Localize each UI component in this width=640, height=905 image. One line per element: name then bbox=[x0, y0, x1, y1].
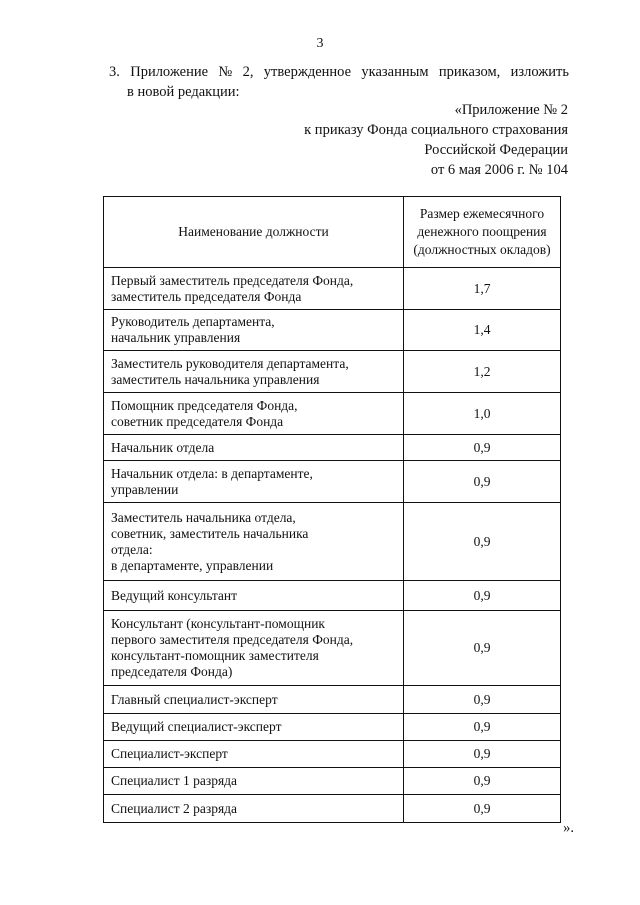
position-name-line: заместитель начальника управления bbox=[111, 371, 320, 387]
position-name-cell bbox=[104, 581, 404, 611]
position-name-line: Консультант (консультант-помощник bbox=[111, 616, 325, 631]
bonus-value-cell: 1,4 bbox=[404, 310, 561, 351]
item-word: 3. bbox=[109, 64, 120, 80]
table-row bbox=[104, 310, 561, 351]
position-name-line: начальник управления bbox=[111, 330, 241, 345]
page-number: 3 bbox=[316, 36, 324, 51]
position-name-line: консультант-помощник заместителя bbox=[111, 648, 319, 663]
position-name-line: первого заместителя председателя Фонда, bbox=[111, 632, 354, 647]
position-name-header: Наименование должности bbox=[104, 197, 404, 268]
position-name-cell bbox=[104, 686, 404, 714]
bonus-value-cell: 0,9 bbox=[404, 795, 561, 823]
position-name-cell bbox=[104, 611, 404, 686]
position-name-line: Специалист-эксперт bbox=[111, 746, 228, 761]
position-name-cell bbox=[104, 768, 404, 795]
appendix-header bbox=[168, 100, 568, 180]
position-name-line: отдела: bbox=[111, 541, 153, 557]
position-name-line: Начальник отдела bbox=[111, 439, 215, 455]
position-name-line: управлении bbox=[111, 481, 179, 497]
position-name-line: Заместитель начальника отдела, bbox=[111, 509, 296, 525]
position-name-cell bbox=[104, 461, 404, 503]
bonus-value-cell: 1,2 bbox=[404, 351, 561, 393]
table-row bbox=[104, 714, 561, 741]
bonus-value-cell: 0,9 bbox=[404, 686, 561, 714]
item-word: приказом, bbox=[438, 64, 501, 80]
appendix-header-line: к приказу Фонда социального страхования bbox=[304, 122, 568, 138]
closing-quote: ». bbox=[563, 820, 574, 836]
position-name-line: председателя Фонда) bbox=[111, 664, 233, 679]
bonus-value-cell: 0,9 bbox=[404, 581, 561, 611]
header-line: денежного поощрения bbox=[417, 224, 547, 239]
table-header-row bbox=[104, 197, 561, 268]
table-row bbox=[104, 393, 561, 435]
table-row bbox=[104, 741, 561, 768]
bonus-value-cell: 0,9 bbox=[404, 611, 561, 686]
amendment-item-line-1 bbox=[109, 62, 569, 82]
position-name-line: Ведущий специалист-эксперт bbox=[111, 719, 282, 734]
position-name-line: Ведущий консультант bbox=[111, 587, 238, 603]
position-name-cell bbox=[104, 351, 404, 393]
position-name-line: Начальник отдела: в департаменте, bbox=[111, 465, 313, 481]
position-name-line: советник председателя Фонда bbox=[111, 413, 284, 429]
item-word: утвержденное bbox=[263, 64, 352, 80]
appendix-header-line: от 6 мая 2006 г. № 104 bbox=[430, 162, 568, 178]
position-name-line: Первый заместитель председателя Фонда, bbox=[111, 272, 354, 288]
amendment-item-line-2: в новой редакции: bbox=[127, 84, 240, 100]
position-name-line: Главный специалист-эксперт bbox=[111, 691, 278, 707]
table-row bbox=[104, 795, 561, 823]
position-name-cell bbox=[104, 268, 404, 310]
item-word: 2, bbox=[242, 64, 254, 80]
appendix-header-line: «Приложение № 2 bbox=[454, 102, 568, 118]
bonus-value-cell: 0,9 bbox=[404, 741, 561, 768]
bonus-value-cell: 1,0 bbox=[404, 393, 561, 435]
position-name-line: Помощник председателя Фонда, bbox=[111, 397, 298, 413]
table-row bbox=[104, 611, 561, 686]
amendment-item bbox=[109, 62, 569, 102]
position-name-cell bbox=[104, 503, 404, 581]
item-word: изложить bbox=[510, 64, 569, 80]
position-name-cell bbox=[104, 795, 404, 823]
appendix-header-line: Российской Федерации bbox=[424, 142, 568, 158]
position-name-cell bbox=[104, 393, 404, 435]
position-name-line: заместитель председателя Фонда bbox=[111, 288, 302, 304]
table-row bbox=[104, 268, 561, 310]
table-body bbox=[104, 268, 561, 823]
position-name-cell bbox=[104, 741, 404, 768]
header-line: Размер ежемесячного bbox=[419, 206, 545, 221]
table-row bbox=[104, 768, 561, 795]
position-name-line: Заместитель руководителя департамента, bbox=[111, 355, 349, 371]
position-name-line: Специалист 2 разряда bbox=[111, 800, 238, 816]
position-name-line: в департаменте, управлении bbox=[111, 557, 274, 573]
positions-table bbox=[103, 196, 561, 823]
table-row bbox=[104, 461, 561, 503]
item-word: указанным bbox=[361, 64, 429, 80]
position-name-cell bbox=[104, 310, 404, 351]
table-row bbox=[104, 435, 561, 461]
position-name-line: советник, заместитель начальника bbox=[111, 525, 309, 541]
bonus-value-cell: 0,9 bbox=[404, 503, 561, 581]
table-row bbox=[104, 581, 561, 611]
table-row bbox=[104, 351, 561, 393]
table-row bbox=[104, 686, 561, 714]
header-line: (должностных окладов) bbox=[413, 242, 551, 257]
position-name-cell bbox=[104, 714, 404, 741]
bonus-value-cell: 0,9 bbox=[404, 461, 561, 503]
position-name-line: Руководитель департамента, bbox=[111, 314, 275, 329]
item-word: Приложение bbox=[130, 64, 209, 80]
bonus-value-cell: 0,9 bbox=[404, 768, 561, 795]
item-word: № bbox=[218, 64, 233, 80]
table-row bbox=[104, 503, 561, 581]
position-name-line: Специалист 1 разряда bbox=[111, 773, 238, 788]
bonus-value-cell: 0,9 bbox=[404, 435, 561, 461]
position-name-cell bbox=[104, 435, 404, 461]
bonus-value-cell: 0,9 bbox=[404, 714, 561, 741]
bonus-value-cell: 1,7 bbox=[404, 268, 561, 310]
bonus-size-header bbox=[404, 197, 561, 268]
